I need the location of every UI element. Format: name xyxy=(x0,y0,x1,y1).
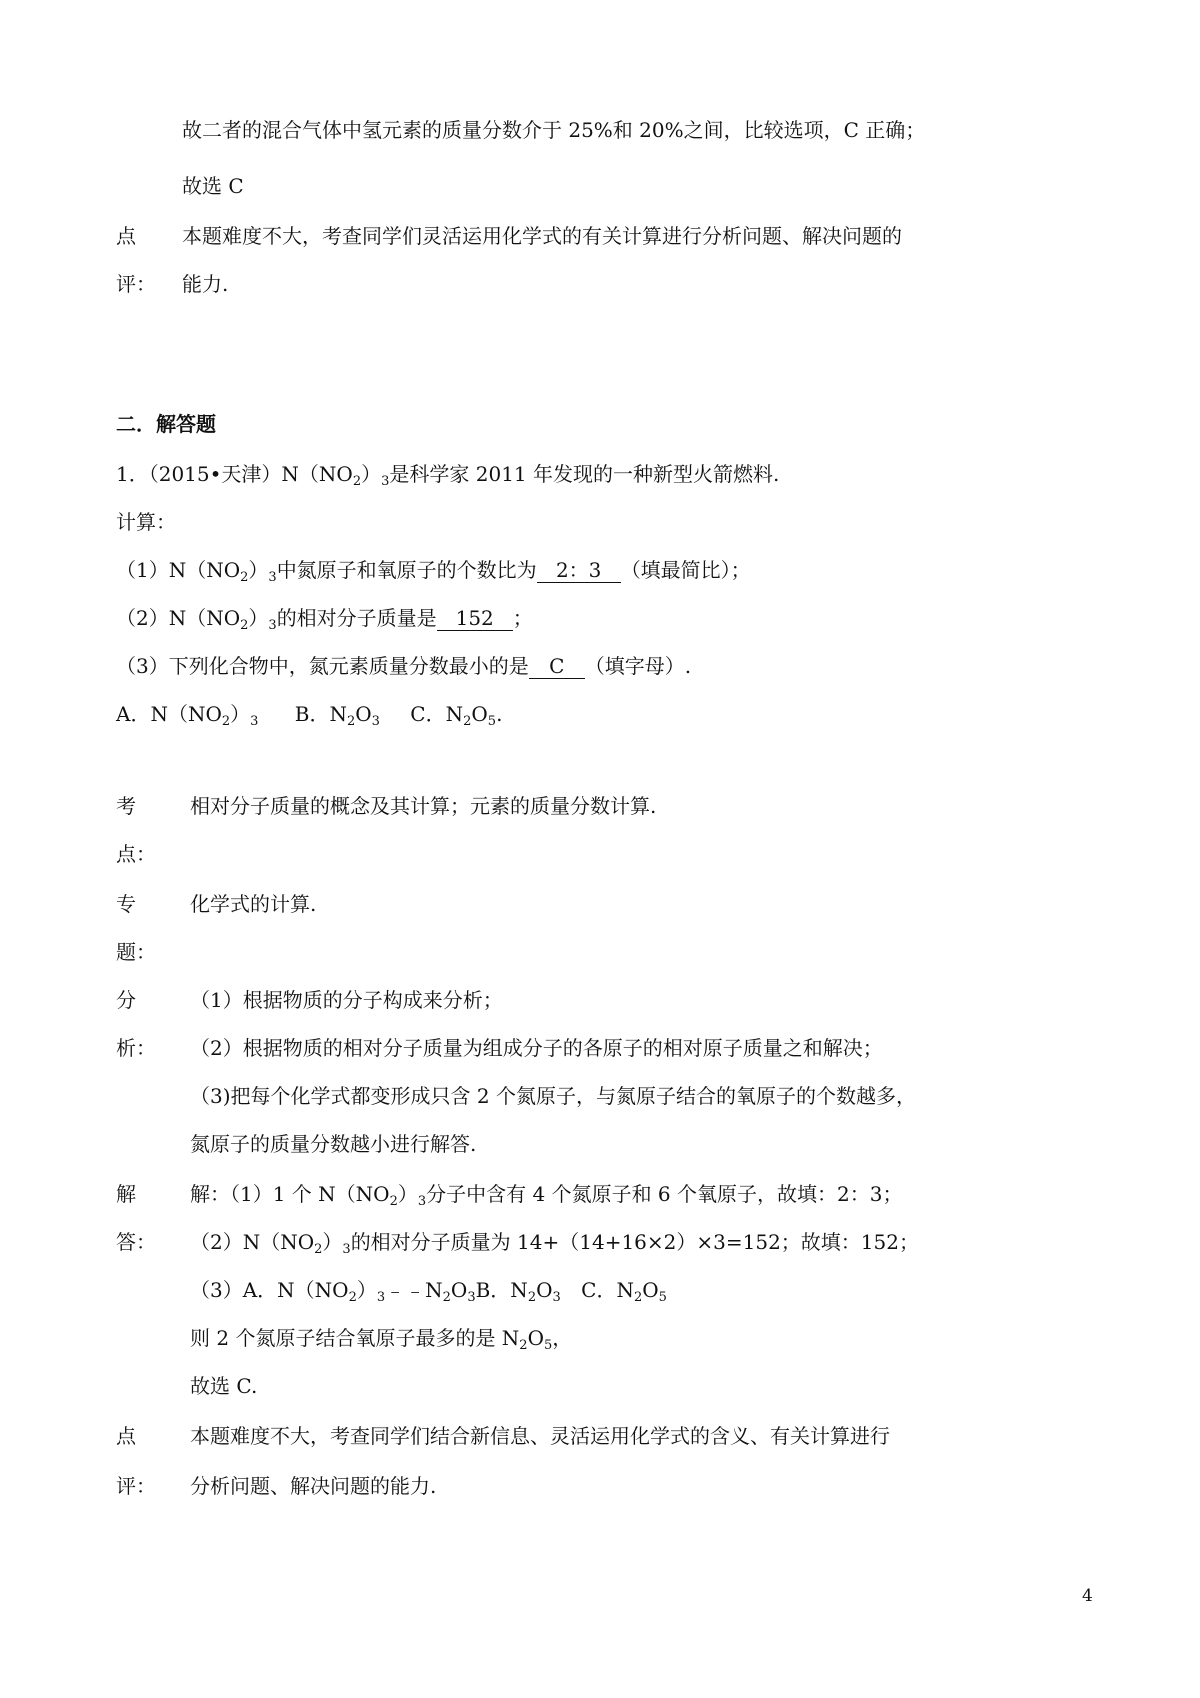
zhuanti-text: 化学式的计算. xyxy=(190,892,317,916)
jieda-line: 则 2 个氮原子结合氧原子最多的是 $N_2O_5$， xyxy=(190,1326,573,1353)
page-number: 4 xyxy=(1082,1586,1093,1606)
zhuanti-label: 专 xyxy=(116,892,136,916)
jieda-line: （3）A．$N(NO_2)_3﹣﹣N_2O_3B$．$N_2O_3$ C．$N_2O_5$ xyxy=(190,1278,667,1305)
question-part-1: $(1)N(NO_2)_3$中氮原子和氧原子的个数比为 2：3 （填最简比）； xyxy=(116,558,751,585)
zhuanti-label: 题： xyxy=(116,940,156,964)
comment-label: 点 xyxy=(116,224,136,248)
jieda-line: $(2)N(NO_2)_3$的相对分子质量为 14+（14+16×2）×3=152；故填：152； xyxy=(190,1230,919,1257)
answer-blank: C xyxy=(529,654,585,679)
dianping-line: 本题难度不大，考查同学们结合新信息、灵活运用化学式的含义、有关计算进行 xyxy=(190,1424,890,1448)
comment-text: 本题难度不大，考查同学们灵活运用化学式的有关计算进行分析问题、解决问题的 xyxy=(182,224,902,248)
answer-blank: 2：3 xyxy=(537,558,621,583)
jieda-line: 故选 C. xyxy=(190,1374,258,1398)
jieda-label: 解 xyxy=(116,1182,136,1206)
answer-blank: 152 xyxy=(437,606,513,631)
fenxi-label: 分 xyxy=(116,988,136,1012)
fenxi-label: 析： xyxy=(116,1036,156,1060)
dianping-label: 评： xyxy=(116,1474,156,1498)
jieda-line: 解：（1）1 个 $N(NO_2)_3$分子中含有 4 个氮原子和 6 个氧原子，故填：2：3； xyxy=(190,1182,903,1209)
fenxi-line: （2）根据物质的相对分子质量为组成分子的各原子的相对原子质量之和解决； xyxy=(190,1036,883,1060)
solution-line: 故二者的混合气体中氢元素的质量分数介于 25%和 20%之间，比较选项，C 正确； xyxy=(182,118,926,142)
comment-label: 评： xyxy=(116,272,156,296)
question-part-3: （3）下列化合物中，氮元素质量分数最小的是 C （填字母）. xyxy=(116,654,692,678)
jieda-label: 答： xyxy=(116,1230,156,1254)
kaodian-label: 考 xyxy=(116,794,136,818)
solution-line: 故选 C xyxy=(182,174,244,198)
question-intro: 1．（2015•天津）$N(NO_2)_3$是科学家 2011 年发现的一种新型火箭燃料. xyxy=(116,462,780,489)
question-part-2: $(2)N(NO_2)_3$的相对分子质量是 152 ； xyxy=(116,606,533,633)
question-calc: 计算： xyxy=(116,510,176,534)
section-title: 二．解答题 xyxy=(116,412,216,436)
question-options: A．$N(NO_2)_3$ B．$N_2O_3$ C．$N_2O_5$. xyxy=(116,702,503,729)
dianping-line: 分析问题、解决问题的能力. xyxy=(190,1474,437,1498)
comment-text: 能力. xyxy=(182,272,229,296)
dianping-label: 点 xyxy=(116,1424,136,1448)
kaodian-text: 相对分子质量的概念及其计算；元素的质量分数计算. xyxy=(190,794,657,818)
fenxi-line: （1）根据物质的分子构成来分析； xyxy=(190,988,503,1012)
fenxi-line: （3)把每个化学式都变形成只含 2 个氮原子，与氮原子结合的氧原子的个数越多， xyxy=(190,1084,916,1108)
kaodian-label: 点： xyxy=(116,842,156,866)
fenxi-line: 氮原子的质量分数越小进行解答. xyxy=(190,1132,477,1156)
